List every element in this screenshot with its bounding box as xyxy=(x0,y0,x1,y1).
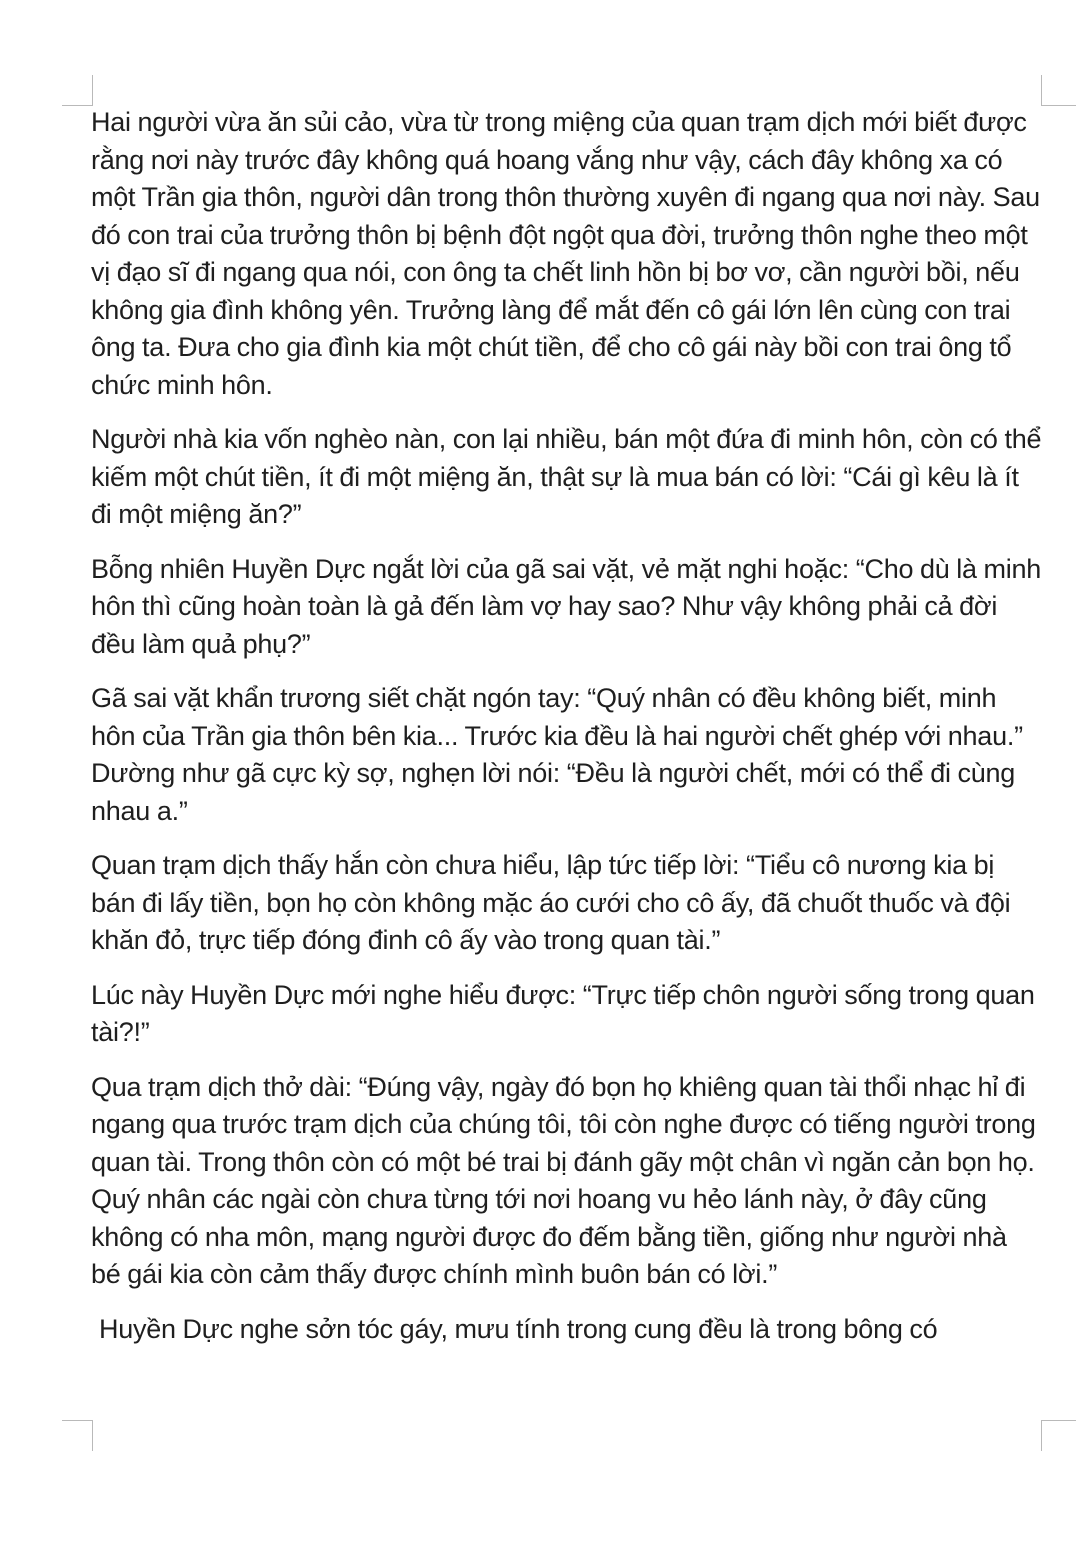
paragraph-4: Gã sai vặt khẩn trương siết chặt ngón tay: “Quý nhân có đều không biết, minh hôn của Trần gia thôn bên kia... Trước kia đều là hai người chết ghép với nhau.” Dường như gã cực kỳ sợ, nghẹn lời nói: “Đều là người chết, mới có thể đi cùng nhau a.” xyxy=(91,683,1023,826)
paragraph-5: Quan trạm dịch thấy hắn còn chưa hiểu, lập tức tiếp lời: “Tiểu cô nương kia bị bán đi lấy tiền, bọn họ còn không mặc áo cưới cho cô ấy, đã chuốt thuốc và đội khăn đỏ, trực tiếp đóng đinh cô ấy vào trong quan tài.” xyxy=(91,850,1011,955)
bottom-left-corner-mark xyxy=(62,1420,93,1451)
paragraph-2: Người nhà kia vốn nghèo nàn, con lại nhiều, bán một đứa đi minh hôn, còn có thể kiếm một chút tiền, ít đi một miệng ăn, thật sự là mua bán có lời: “Cái gì kêu là ít đi một miệng ăn?” xyxy=(91,424,1042,529)
paragraph-8: Huyền Dực nghe sởn tóc gáy, mưu tính trong cung đều là trong bông có xyxy=(99,1313,938,1344)
paragraph-1: Hai người vừa ăn sủi cảo, vừa từ trong miệng của quan trạm dịch mới biết được rằng nơi này trước đây không quá hoang vắng như vậy, cách đây không xa có một Trần gia thôn, người dân trong thôn thường xuyên đi ngang qua nơi này. Sau đó con trai của trưởng thôn bị bệnh đột ngột qua đời, trưởng thôn nghe theo một vị đạo sĩ đi ngang qua nói, con ông ta chết linh hồn bị bơ vơ, cần người bồi, nếu không gia đình không yên. Trưởng làng để mắt đến cô gái lớn lên cùng con trai ông ta. Đưa cho gia đình kia một chút tiền, để cho cô gái này bồi con trai ông tổ chức minh hôn. xyxy=(91,107,1040,400)
document-body xyxy=(91,104,1043,1365)
paragraph-6: Lúc này Huyền Dực mới nghe hiểu được: “Trực tiếp chôn người sống trong quan tài?!” xyxy=(91,979,1035,1047)
top-right-corner-mark xyxy=(1041,75,1076,106)
paragraph-7: Qua trạm dịch thở dài: “Đúng vậy, ngày đó bọn họ khiêng quan tài thổi nhạc hỉ đi ngang qua trước trạm dịch của chúng tôi, tôi còn nghe được có tiếng người trong quan tài. Trong thôn còn có một bé trai bị đánh gãy một chân vì ngăn cản bọn họ. Quý nhân các ngài còn chưa từng tới nơi hoang vu hẻo lánh này, ở đây cũng không có nha môn, mạng người được đo đếm bằng tiền, giống như người nhà bé gái kia còn cảm thấy được chính mình buôn bán có lời.” xyxy=(91,1071,1036,1289)
top-left-corner-mark xyxy=(62,75,93,106)
paragraph-3: Bỗng nhiên Huyền Dực ngắt lời của gã sai vặt, vẻ mặt nghi hoặc: “Cho dù là minh hôn thì cũng hoàn toàn là gả đến làm vợ hay sao? Như vậy không phải cả đời đều làm quả phụ?” xyxy=(91,553,1042,659)
bottom-right-corner-mark xyxy=(1041,1420,1076,1451)
